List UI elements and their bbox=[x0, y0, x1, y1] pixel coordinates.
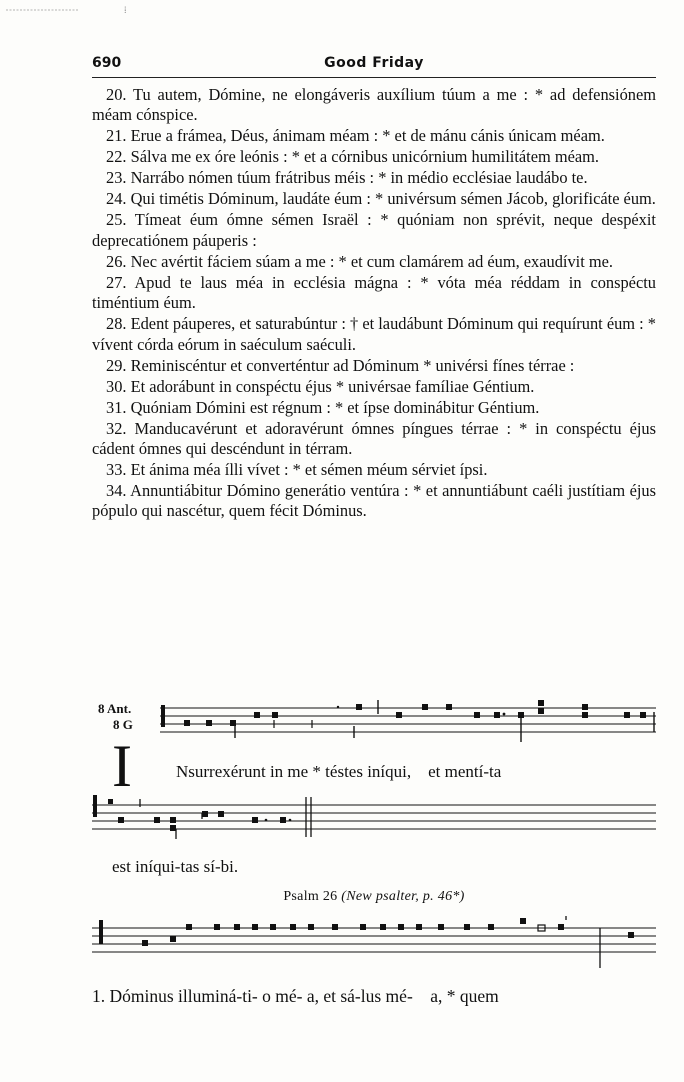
psalm-heading bbox=[92, 889, 656, 905]
verse-29: 29. Reminiscéntur et converténtur ad Dóminum * univérsi fínes térrae : bbox=[106, 355, 575, 375]
verse-27: 27. Apud te laus méa in ecclésia mágna : * vóta méa réddam in conspéctu timéntium éum. bbox=[92, 272, 656, 313]
antiphon-initial: I bbox=[112, 733, 132, 799]
psalm-tone-staff bbox=[92, 914, 656, 970]
antiphon-label bbox=[98, 702, 131, 716]
verse-22: 22. Sálva me ex óre leónis : * et a córnibus unicórnium humilitátem méam. bbox=[106, 147, 599, 167]
verse-24: 24. Qui timétis Dóminum, laudáte éum : * univérsum sémen Jácob, glorificáte éum. bbox=[106, 189, 656, 209]
psalm-title: Psalm 26 bbox=[283, 889, 338, 904]
antiphon-word: Ant. bbox=[107, 701, 132, 716]
verse-34: 34. Annuntiábitur Dómino generátio ventúra : * et annuntiábunt caéli justítiam éjus pópulo qui nascétur, quem fécit Dóminus. bbox=[92, 481, 656, 521]
scan-artifact bbox=[6, 4, 136, 14]
page-header bbox=[92, 55, 656, 75]
antiphon-lyric-2: est iníqui-tas sí-bi. bbox=[112, 857, 239, 876]
antiphon-mode: 8 G bbox=[113, 717, 133, 732]
psalm-verses bbox=[92, 85, 656, 522]
verse-21: 21. Erue a frámea, Déus, ánimam méam : * et de mánu cánis únicam méam. bbox=[106, 126, 605, 146]
antiphon-number: 8 bbox=[98, 701, 105, 716]
verse-20: 20. Tu autem, Dómine, ne elongáveris auxílium túum a me : * ad defensiónem méam cónspice. bbox=[92, 85, 656, 125]
page-title: Good Friday bbox=[324, 55, 424, 71]
antiphon-lyric-1: Nsurrexérunt in me * téstes iníqui, et mentí-ta bbox=[176, 762, 502, 781]
psalm-reference: (New psalter, p. 46*) bbox=[341, 889, 465, 904]
antiphon-staff-2 bbox=[92, 795, 656, 843]
verse-28: 28. Edent páuperes, et saturabúntur : † et laudábunt Dóminum qui requírunt éum : * vívent córda eórum in saéculum saéculi. bbox=[92, 314, 656, 354]
header-rule bbox=[92, 77, 656, 78]
psalm-first-verse: 1. Dóminus illuminá-ti- o mé- a, et sá-lus mé- a, * quem bbox=[92, 986, 499, 1006]
verse-32: 32. Manducavérunt et adoravérunt ómnes píngues térrae : * in conspéctu éjus cádent ómnes qui descéndunt in térram. bbox=[92, 418, 656, 459]
verse-26: 26. Nec avértit fáciem súam a me : * et cum clamárem ad éum, exaudívit me. bbox=[106, 251, 613, 271]
verse-30: 30. Et adorábunt in conspéctu éjus * univérsae famíliae Géntium. bbox=[106, 376, 535, 396]
verse-25: 25. Tímeat éum ómne sémen Israël : * quóniam non sprévit, neque despéxit deprecatiónem páuperis : bbox=[92, 210, 656, 250]
verse-33: 33. Et ánima méa ílli vívet : * et sémen méum sérviet ípsi. bbox=[106, 460, 488, 480]
verse-23: 23. Narrábo nómen túum frátribus méis : * in médio ecclésiae laudábo te. bbox=[106, 168, 588, 188]
svg-text:⁞: ⁞ bbox=[124, 5, 127, 14]
antiphon-staff-1 bbox=[160, 700, 656, 744]
verse-31: 31. Quóniam Dómini est régnum : * et ípse dominábitur Géntium. bbox=[106, 397, 540, 417]
page-number: 690 bbox=[92, 55, 122, 71]
